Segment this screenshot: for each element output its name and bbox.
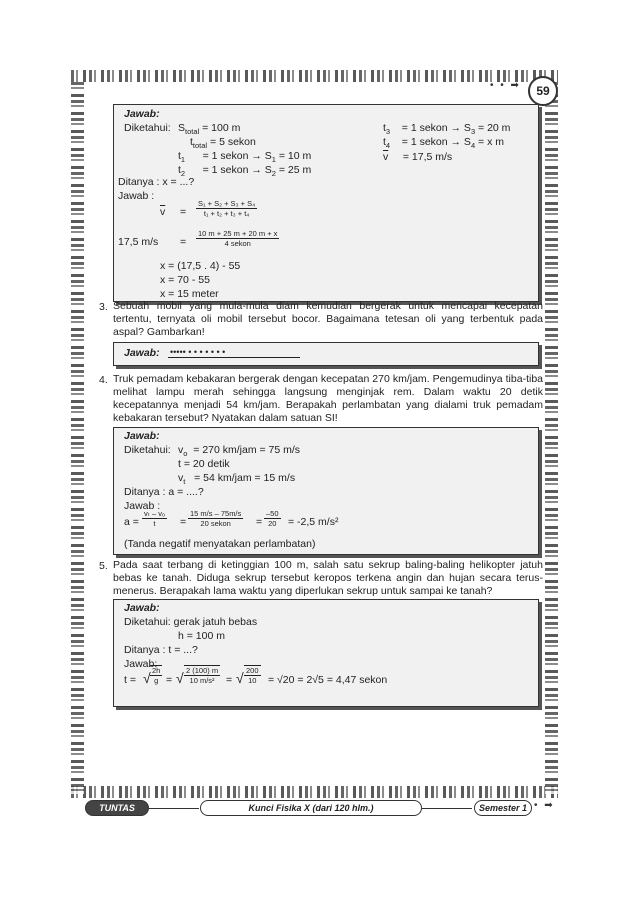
given-t1: $t_1$ = 1 sekon → $S_1 = 10$ m — [178, 150, 312, 165]
accel-fraction-1 — [142, 509, 167, 528]
asked-line: Ditanya : x = ...? — [118, 176, 195, 188]
road-line — [168, 357, 300, 358]
given-t4: $t_4$ = 1 sekon → $S_4 = x$ m — [383, 136, 504, 151]
sqrt-sign: √ — [176, 670, 184, 686]
footer-center-label: Kunci Fisika X (dari 120 hlm.) — [248, 803, 374, 813]
sqrt-fraction-3 — [244, 665, 261, 685]
given-t2: $t_2$ = 1 sekon → $S_2 = 25$ m — [178, 164, 312, 179]
deceleration-note: (Tanda negatif menyatakan perlambatan) — [124, 538, 316, 550]
fraction-numerator: vₜ – vₒ — [144, 509, 165, 518]
given-vavg: $\overline{v}$ = 17,5 m/s — [383, 151, 453, 163]
equals-sign: = — [180, 516, 187, 528]
given-v0: $v_o = 270$ km/jam = 75 m/s — [178, 444, 301, 459]
speed-value: 17,5 m/s — [118, 236, 159, 248]
step-line: x = (17,5 . 4) - 55 — [160, 260, 241, 272]
fraction-denominator: 4 sekon — [224, 239, 251, 248]
question-number: 5. — [99, 560, 108, 572]
fraction-numerator: –50 — [266, 509, 279, 518]
given-vt: $v_t$ = 54 km/jam = 15 m/s — [178, 472, 296, 487]
question-5-text: Pada saat terbang di ketinggian 100 m, salah satu sekrup baling-baling helikopter jatuh bebas ke tanah. Diduga sekrup tersebut keropos terkena angin dan hujan secara terus-menerus. Berapakah lama waktu yang diperlukan sekrup untuk sampai ke tanah? — [113, 559, 543, 597]
footer-left-label: TUNTAS — [99, 803, 135, 813]
solution-label: Jawab: — [124, 658, 158, 670]
oil-drops-drawing: ••••• • • • • • • • — [170, 347, 226, 357]
given-label: Diketahui: — [124, 122, 171, 134]
answer-heading: Jawab: — [124, 602, 160, 614]
given-label: Diketahui: — [124, 444, 171, 456]
accel-fraction-2 — [188, 509, 243, 528]
question-number: 3. — [99, 301, 108, 313]
equals-sign: = — [256, 516, 263, 528]
given-t: t = 20 detik — [178, 458, 230, 470]
equals-sign: = — [166, 674, 173, 686]
solution-label: Jawab : — [118, 190, 155, 202]
acceleration-result: = -2,5 m/s² — [288, 516, 339, 528]
given-t3: $t_3$ = 1 sekon → $S_3 = 20$ m — [383, 122, 511, 137]
equals-sign: = — [180, 206, 187, 218]
step-line: x = 15 meter — [160, 288, 219, 300]
given-stotal: $S_{total} = 100$ m — [178, 122, 241, 137]
fraction-denominator: 10 — [248, 676, 257, 685]
avg-speed-fraction — [196, 199, 257, 218]
equals-sign: = — [180, 236, 187, 248]
answer-heading: Jawab: — [124, 108, 160, 120]
footer-right-label: Semester 1 — [478, 803, 528, 813]
decorative-border-bottom — [71, 786, 558, 798]
acceleration-symbol: a = — [124, 516, 139, 528]
asked-line: Ditanya : t = ...? — [124, 644, 198, 656]
fraction-numerator: 2 (100) m — [186, 666, 219, 675]
fraction-denominator: 10 m/s² — [189, 676, 215, 685]
page-number: 59 — [536, 84, 550, 98]
sqrt-sign: √ — [143, 670, 151, 686]
question-number: 4. — [99, 374, 108, 386]
distance-fraction — [196, 229, 279, 248]
sqrt-sign: √ — [236, 670, 244, 686]
given-height: h = 100 m — [178, 630, 225, 642]
page-number-badge — [528, 76, 558, 106]
fraction-numerator: 2h — [152, 666, 161, 675]
fraction-denominator: t — [153, 519, 156, 528]
equals-sign: = — [226, 674, 233, 686]
fraction-denominator: g — [154, 676, 159, 685]
footer-tuntas-badge — [85, 800, 149, 816]
decorative-border-left — [71, 82, 84, 794]
sqrt-fraction-2 — [184, 665, 220, 685]
footer-arrow-decoration: • ➡ — [534, 800, 555, 811]
time-symbol: t = — [124, 674, 136, 686]
fraction-denominator: t₁ + t₂ + t₃ + t₄ — [203, 209, 250, 218]
given-ttotal: $t_{total} = 5$ sekon — [190, 136, 256, 151]
footer-semester — [474, 800, 532, 816]
given-line: Diketahui: gerak jatuh bebas — [124, 616, 258, 628]
decorative-border-top — [71, 70, 558, 82]
fraction-numerator: 10 m + 25 m + 20 m + x — [198, 229, 278, 238]
accel-fraction-3 — [264, 509, 281, 528]
question-3-text: Sebuah mobil yang mula-mula diam kemudian bergerak untuk mencapai kecepatan tertentu, ternyata oli mobil tersebut bocor. Bagaimana tetesan oli yang terbentuk pada aspal? Gambarkan! — [113, 300, 543, 338]
answer-heading: Jawab: — [124, 430, 160, 442]
header-dots-decoration: • • ➡ — [490, 80, 521, 91]
sqrt-fraction-1 — [150, 665, 162, 685]
footer-line — [149, 808, 199, 809]
asked-line: Ditanya : a = ....? — [124, 486, 204, 498]
footer-book-title — [200, 800, 422, 816]
answer-heading: Jawab: — [124, 347, 160, 359]
fraction-numerator: 15 m/s – 75m/s — [190, 509, 242, 518]
fraction-denominator: 20 sekon — [200, 519, 231, 528]
question-4-text: Truk pemadam kebakaran bergerak dengan kecepatan 270 km/jam. Pengemudinya tiba-tiba melihat lampu merah sehingga langsung menginjak rem. Dalam waktu 20 detik kecepatannya menjadi 54 km/jam. Berapakah perlambatan yang dialami truk pemadam kebakaran tersebut? Nyatakan dalam satuan SI! — [113, 373, 543, 424]
fraction-numerator: S₁ + S₂ + S₃ + S₄ — [198, 199, 256, 208]
vavg-symbol: $\overline{v}$ — [160, 206, 166, 218]
footer-line — [422, 808, 472, 809]
decorative-border-right — [545, 82, 558, 794]
fraction-denominator: 20 — [268, 519, 277, 528]
step-line: x = 70 - 55 — [160, 274, 210, 286]
solution-label: Jawab : — [124, 500, 161, 512]
fraction-numerator: 200 — [246, 666, 259, 675]
time-result: = √20 = 2√5 = 4,47 sekon — [268, 674, 388, 686]
